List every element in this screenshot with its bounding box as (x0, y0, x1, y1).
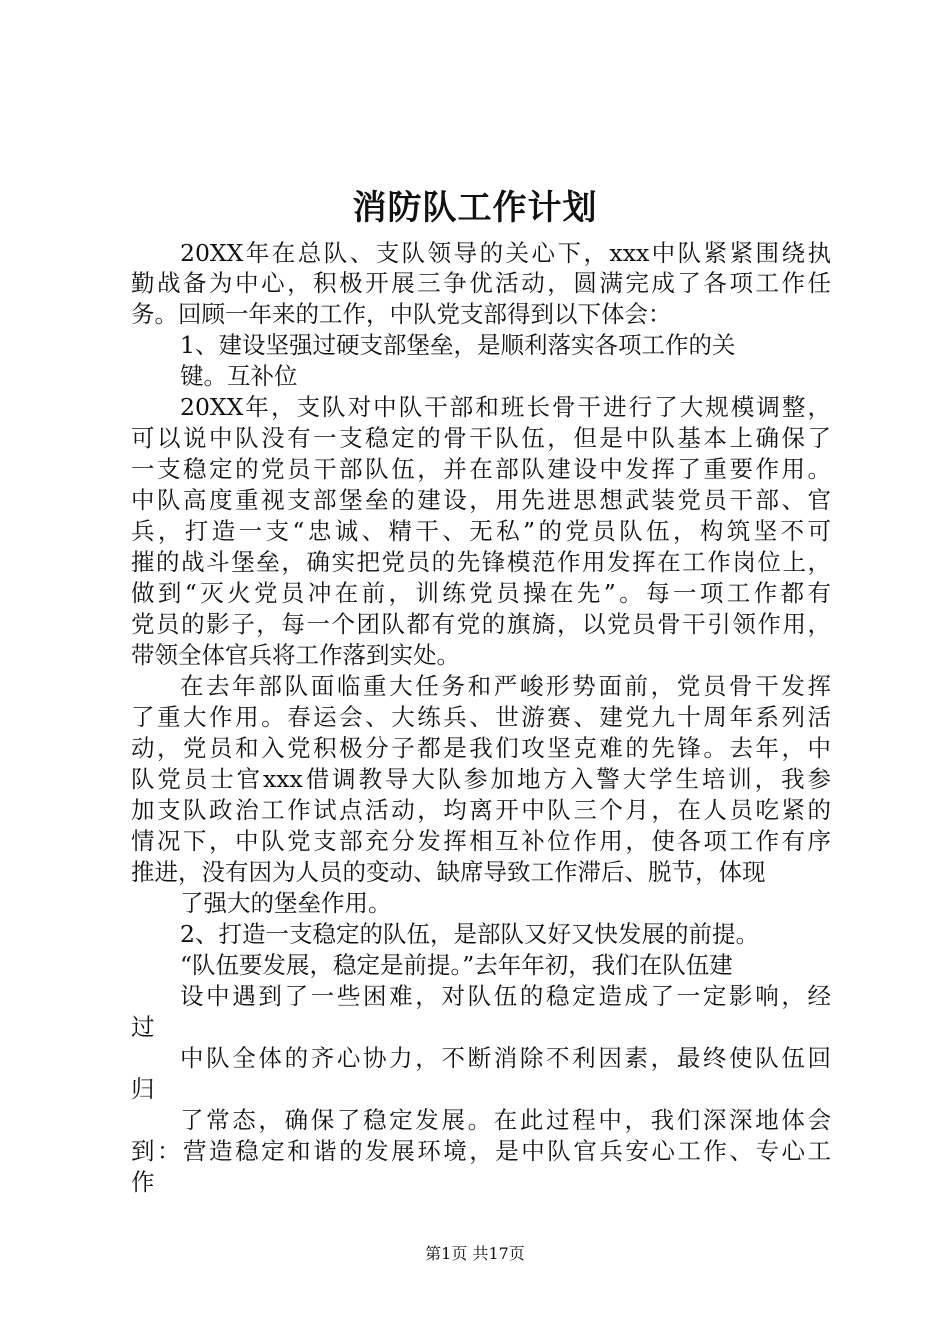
body-line: 带领全体官兵将工作落到实处。 (131, 641, 460, 669)
body-line: 动，党员和入党积极分子都是我们攻坚克难的先锋。去年，中 (131, 734, 831, 762)
body-line: 了重大作用。春运会、大练兵、世游赛、建党九十周年系列活 (131, 703, 831, 731)
body-line: 过 (131, 1013, 155, 1041)
body-line: 了常态，确保了稳定发展。在此过程中，我们深深地体会 (180, 1106, 831, 1134)
body-line: 可以说中队没有一支稳定的骨干队伍，但是中队基本上确保了 (131, 424, 831, 452)
body-line: 党员的影子，每一个团队都有党的旗旖，以党员骨干引领作用， (131, 610, 831, 638)
body-line: 作 (131, 1168, 155, 1196)
body-line: 在去年部队面临重大任务和严峻形势面前，党员骨干发挥 (180, 672, 831, 700)
body-line: 一支稳定的党员干部队伍，并在部队建设中发挥了重要作用。 (131, 455, 831, 483)
body-line: 摧的战斗堡垒，确实把党员的先锋模范作用发挥在工作岗位上， (131, 548, 831, 576)
body-line: 队党员士官xxx借调教导大队参加地方入警大学生培训，我参 (131, 765, 831, 793)
body-line: 设中遇到了一些困难，对队伍的稳定造成了一定影响，经 (180, 982, 831, 1010)
body-line: 中队高度重视支部堡垒的建设，用先进思想武装党员干部、官 (131, 486, 831, 514)
body-line: 1、建设坚强过硬支部堡垒，是顺利落实各项工作的关 (180, 331, 736, 359)
body-line: 到：营造稳定和谐的发展环境，是中队官兵安心工作、专心工 (131, 1137, 831, 1165)
body-line: 加支队政治工作试点活动，均离开中队三个月，在人员吃紧的 (131, 796, 831, 824)
body-line: 推进，没有因为人员的变动、缺席导致工作滞后、脱节，体现 (131, 858, 766, 886)
page-number-footer: 第1页 共17页 (425, 1244, 525, 1263)
body-line: 键。互补位 (180, 362, 298, 390)
body-line: 做到“灭火党员冲在前，训练党员操在先”。每一项工作都有 (131, 579, 831, 607)
body-line: 了强大的堡垒作用。 (180, 889, 392, 917)
body-line: 勤战备为中心，积极开展三争优活动，圆满完成了各项工作任 (131, 269, 831, 297)
body-line: 情况下，中队党支部充分发挥相互补位作用，使各项工作有序 (131, 827, 831, 855)
body-line: 务。回顾一年来的工作，中队党支部得到以下体会： (131, 300, 672, 328)
body-line: 归 (131, 1075, 155, 1103)
body-line: 中队全体的齐心协力，不断消除不利因素，最终使队伍回 (180, 1044, 831, 1072)
body-line: 兵，打造一支“忠诚、精干、无私”的党员队伍，构筑坚不可 (131, 517, 831, 545)
body-line: 20XX年，支队对中队干部和班长骨干进行了大规模调整， (180, 393, 831, 421)
body-line: “队伍要发展，稳定是前提。”去年年初，我们在队伍建 (180, 951, 733, 979)
body-line: 20XX年在总队、支队领导的关心下，xxx中队紧紧围绕执 (180, 239, 831, 267)
body-line: 2、打造一支稳定的队伍，是部队又好又快发展的前提。 (180, 920, 759, 948)
document-title: 消防队工作计划 (352, 188, 598, 228)
